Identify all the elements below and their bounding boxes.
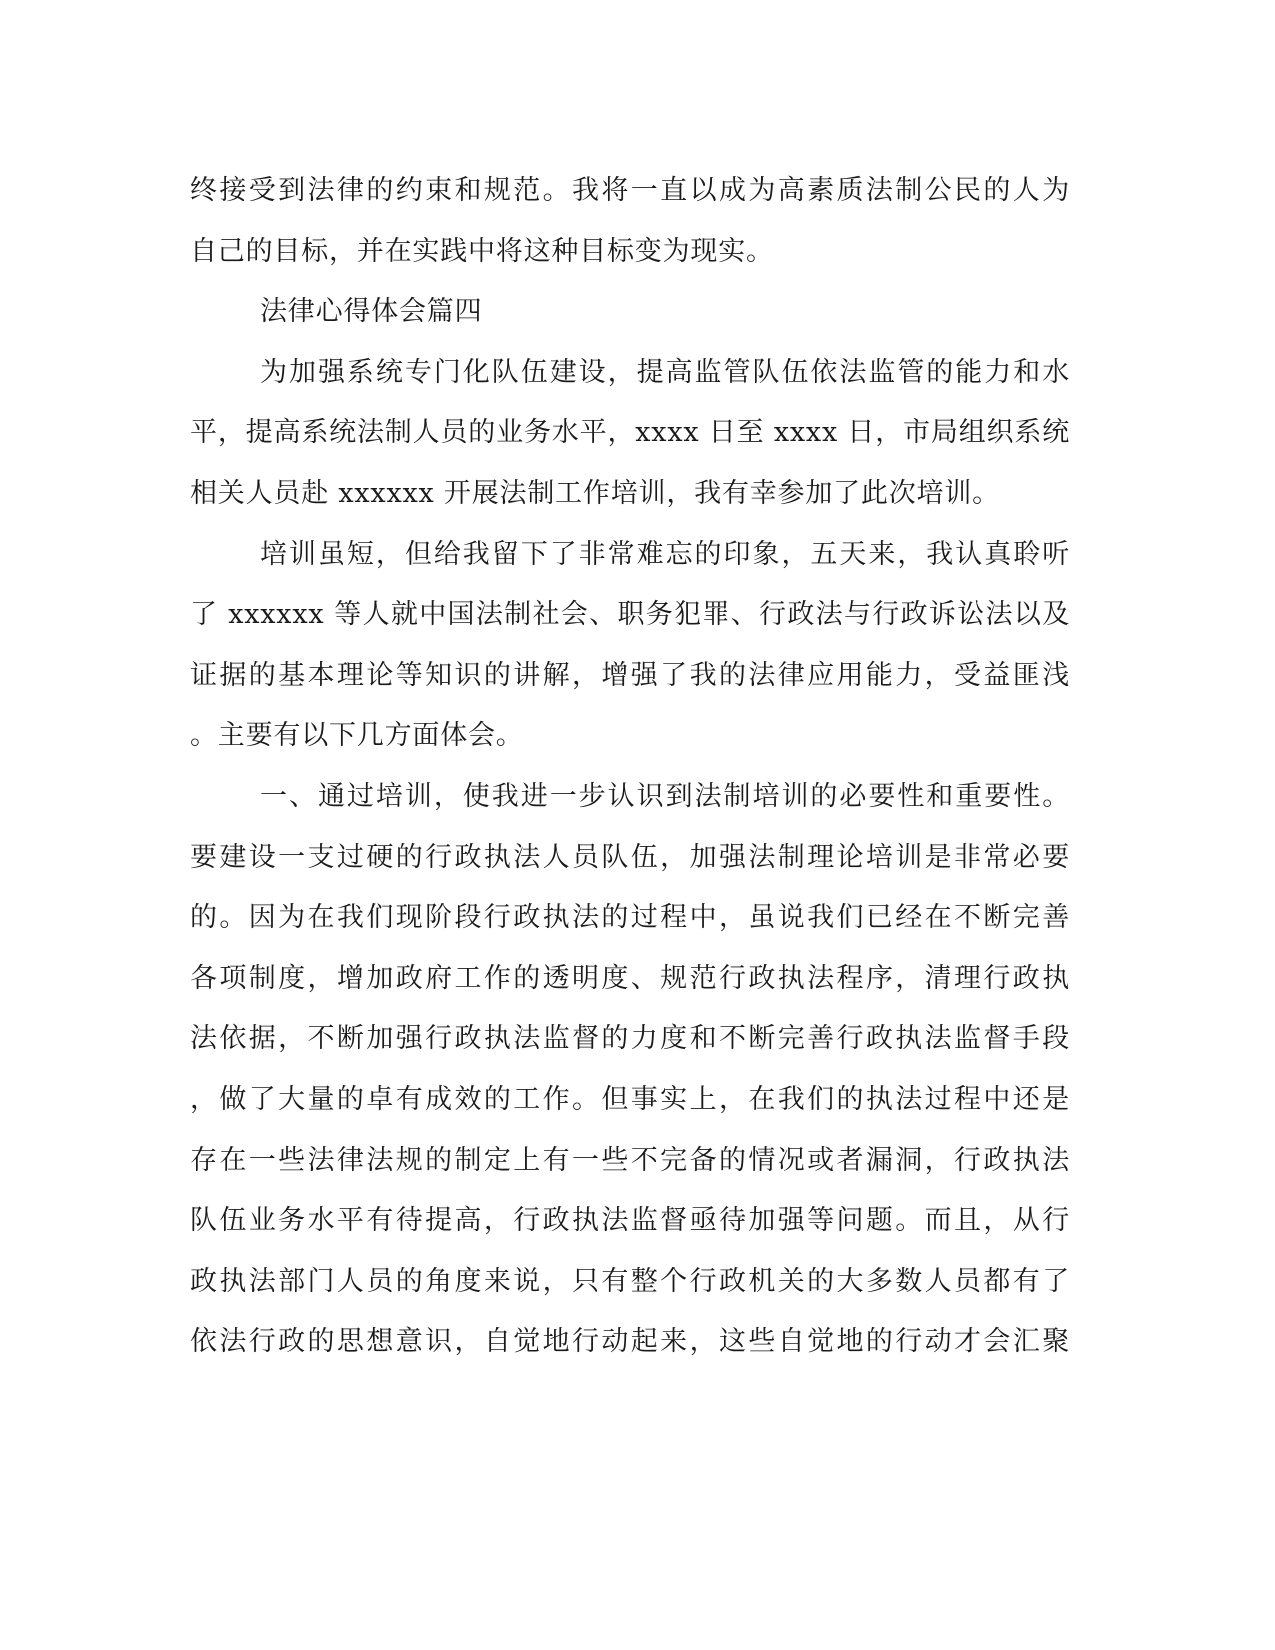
text-line: 一、通过培训，使我进一步认识到法制培训的必要性和重要性。 [260,780,1070,812]
text-line: 法律心得体会篇四 [260,296,483,328]
text-line: ，做了大量的卓有成效的工作。但事实上，在我们的执法过程中还是 [190,1083,1070,1115]
text-line: 要建设一支过硬的行政执法人员队伍，加强法制理论培训是非常必要 [190,841,1070,873]
document-body [190,161,1070,1373]
text-line: 队伍业务水平有待提高，行政执法监督亟待加强等问题。而且，从行 [190,1205,1070,1237]
text-line: 证据的基本理论等知识的讲解，增强了我的法律应用能力，受益匪浅 [190,659,1070,691]
text-line: 终接受到法律的约束和规范。我将一直以成为高素质法制公民的人为 [190,175,1070,206]
text-line: 各项制度，增加政府工作的透明度、规范行政执法程序，清理行政执 [190,962,1070,994]
text-line: 自己的目标，并在实践中将这种目标变为现实。 [190,235,774,267]
text-line: 的。因为在我们现阶段行政执法的过程中，虽说我们已经在不断完善 [190,902,1070,934]
text-line: 平，提高系统法制人员的业务水平，xxxx 日至 xxxx 日，市局组织系统 [190,417,1070,449]
text-line: 依法行政的思想意识，自觉地行动起来，这些自觉地的行动才会汇聚 [190,1326,1070,1358]
text-line: 为加强系统专门化队伍建设，提高监管队伍依法监管的能力和水 [260,356,1070,388]
text-line: 相关人员赴 xxxxxx 开展法制工作培训，我有幸参加了此次培训。 [190,477,1000,509]
text-line: 培训虽短，但给我留下了非常难忘的印象，五天来，我认真聆听 [260,538,1070,570]
text-line: 了 xxxxxx 等人就中国法制社会、职务犯罪、行政法与行政诉讼法以及 [190,599,1070,631]
text-line: 。主要有以下几方面体会。 [190,720,524,752]
text-line: 存在一些法律法规的制定上有一些不完备的情况或者漏洞，行政执法 [190,1144,1070,1176]
text-line: 法依据，不断加强行政执法监督的力度和不断完善行政执法监督手段 [190,1023,1070,1055]
text-line: 政执法部门人员的角度来说，只有整个行政机关的大多数人员都有了 [190,1265,1070,1297]
